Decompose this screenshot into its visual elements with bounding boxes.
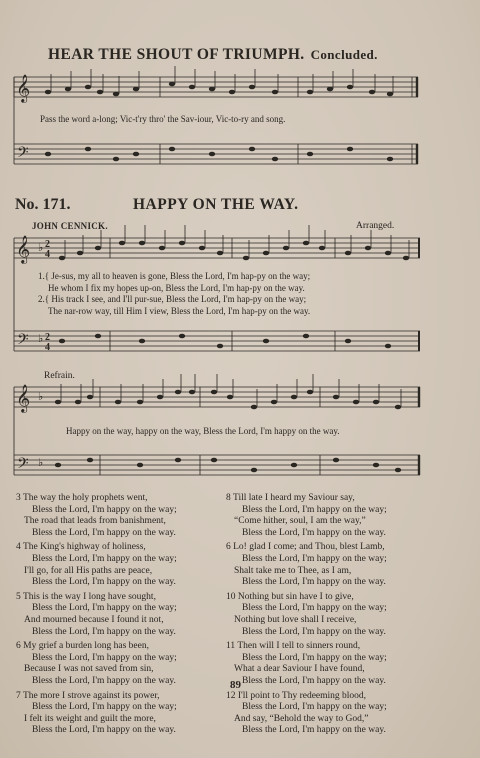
verse-line: Bless the Lord, I'm happy on the way. xyxy=(32,577,176,588)
verses-right-column xyxy=(226,493,476,737)
verse-line: Bless the Lord, I'm happy on the way; xyxy=(32,652,177,663)
top-lyric-line: Pass the word a-long; Vic-t'ry thro' the Sav-iour, Vic-to-ry and song. xyxy=(40,114,286,124)
verse-number: 12 xyxy=(226,690,236,701)
hymn-title: HAPPY ON THE WAY. xyxy=(133,196,299,213)
stanza-line: He whom I fix my hopes up-on, Bless the Lord, I'm hap-py on the way. xyxy=(48,282,305,293)
stanza-line: 1.{ Je-sus, my all to heaven is gone, Bless the Lord, I'm hap-py on the way; xyxy=(38,271,311,281)
svg-text:♭: ♭ xyxy=(38,391,44,403)
svg-text:𝄢: 𝄢 xyxy=(17,455,29,476)
verse-number: 6 xyxy=(16,641,21,652)
verse-number: 5 xyxy=(16,591,21,602)
verse-line: Lo! glad I come; and Thou, blest Lamb, xyxy=(233,542,385,553)
verse-number: 3 xyxy=(16,493,21,503)
verse-line: Shalt take me to Thee, as I am, xyxy=(234,565,352,576)
verse-line: I'll point to Thy redeeming blood, xyxy=(237,690,367,701)
verse-block xyxy=(16,691,238,737)
verse-block xyxy=(226,691,476,737)
svg-text:𝄞: 𝄞 xyxy=(16,235,31,263)
svg-text:𝄞: 𝄞 xyxy=(16,384,31,412)
verse-block xyxy=(226,592,476,638)
svg-text:2: 2 xyxy=(45,332,50,343)
verse-line: Bless the Lord, I'm happy on the way. xyxy=(32,527,176,538)
refrain-label: Refrain. xyxy=(44,371,75,381)
verse-line: Bless the Lord, I'm happy on the way; xyxy=(32,553,177,564)
verse-number: 6 xyxy=(226,542,231,553)
verse-line: Bless the Lord, I'm happy on the way. xyxy=(242,626,386,637)
refrain-lyric: Happy on the way, happy on the way, Bless the Lord, I'm happy on the way. xyxy=(66,426,340,436)
verse-block xyxy=(16,542,238,588)
verse-line: I'll go, for all His paths are peace, xyxy=(24,565,153,576)
verse-line: Bless the Lord, I'm happy on the way; xyxy=(242,702,387,713)
verse-block xyxy=(16,592,238,638)
page-number: 89 xyxy=(230,679,241,691)
verse-line: Bless the Lord, I'm happy on the way; xyxy=(242,553,387,564)
verse-line: Till late I heard my Saviour say, xyxy=(232,493,355,503)
verse-line: Bless the Lord, I'm happy on the way. xyxy=(242,527,386,538)
svg-text:𝄞: 𝄞 xyxy=(16,74,31,102)
verse-line: Nothing but love shall I receive, xyxy=(234,614,357,625)
stanza-line: The nar-row way, till Him I view, Bless the Lord, I'm hap-py on the way. xyxy=(48,305,311,316)
verse-line: “Come hither, soul, I am the way,” xyxy=(234,516,366,527)
verse-number: 7 xyxy=(16,690,21,701)
verse-line: Bless the Lord, I'm happy on the way. xyxy=(242,577,386,588)
svg-text:𝄢: 𝄢 xyxy=(17,144,29,165)
verse-line: Bless the Lord, I'm happy on the way. xyxy=(242,725,386,736)
svg-text:𝄢: 𝄢 xyxy=(17,331,29,352)
verse-line: My grief a burden long has been, xyxy=(23,641,149,652)
verse-line: Bless the Lord, I'm happy on the way. xyxy=(32,626,176,637)
svg-text:4: 4 xyxy=(45,249,50,260)
verse-block xyxy=(226,493,476,539)
verse-number: 10 xyxy=(226,591,236,602)
verse-line: The road that leads from banishment, xyxy=(24,516,166,527)
verse-line: Bless the Lord, I'm happy on the way; xyxy=(32,504,177,515)
stanza-line: 2.{ His track I see, and I'll pur-sue, Bless the Lord, I'm hap-py on the way; xyxy=(38,294,307,305)
concluded-label: Concluded. xyxy=(310,47,378,62)
svg-text:♭: ♭ xyxy=(38,457,44,469)
verse-line: Then will I tell to sinners round, xyxy=(237,641,361,652)
verse-line: And say, “Behold the way to God,” xyxy=(234,713,369,724)
verse-line: Bless the Lord, I'm happy on the way. xyxy=(32,725,176,736)
verse-block xyxy=(16,641,238,687)
verses-left-column xyxy=(16,493,238,737)
verse-line: What a dear Saviour I have found, xyxy=(234,664,365,675)
verse-line: The King's highway of holiness, xyxy=(22,542,146,553)
arranged-credit: Arranged. xyxy=(356,221,395,231)
verse-line: Because I was not saved from sin, xyxy=(24,664,154,675)
verse-line: Bless the Lord, I'm happy on the way; xyxy=(32,702,177,713)
verse-number: 8 xyxy=(226,493,231,503)
hymn-number: No. 171. xyxy=(15,196,71,213)
verse-line: And mourned because I found it not, xyxy=(24,614,164,625)
verse-line: The way the holy prophets went, xyxy=(22,493,148,503)
verse-line: Bless the Lord, I'm happy on the way; xyxy=(242,504,387,515)
author-credit: JOHN CENNICK. xyxy=(32,221,108,231)
verse-line: I felt its weight and guilt the more, xyxy=(24,713,156,724)
verse-line: The more I strove against its power, xyxy=(22,690,160,701)
verse-block xyxy=(226,641,476,687)
verse-line: Bless the Lord, I'm happy on the way. xyxy=(32,675,176,686)
verse-block xyxy=(16,493,238,539)
verse-line: This is the way I long have sought, xyxy=(22,591,156,602)
verse-line: Nothing but sin have I to give, xyxy=(237,591,354,602)
verse-line: Bless the Lord, I'm happy on the way; xyxy=(32,603,177,614)
svg-text:2: 2 xyxy=(45,239,50,250)
verse-number: 4 xyxy=(16,542,21,553)
verse-line: Bless the Lord, I'm happy on the way; xyxy=(242,603,387,614)
continued-title-text: HEAR THE SHOUT OF TRIUMPH. xyxy=(48,46,305,63)
svg-text:4: 4 xyxy=(45,342,50,353)
verse-line: Bless the Lord, I'm happy on the way; xyxy=(242,652,387,663)
verse-number: 11 xyxy=(226,641,236,652)
svg-text:♭: ♭ xyxy=(38,242,44,254)
verse-block xyxy=(226,542,476,588)
svg-text:♭: ♭ xyxy=(38,333,44,345)
verse-line: Bless the Lord, I'm happy on the way. xyxy=(242,675,386,686)
